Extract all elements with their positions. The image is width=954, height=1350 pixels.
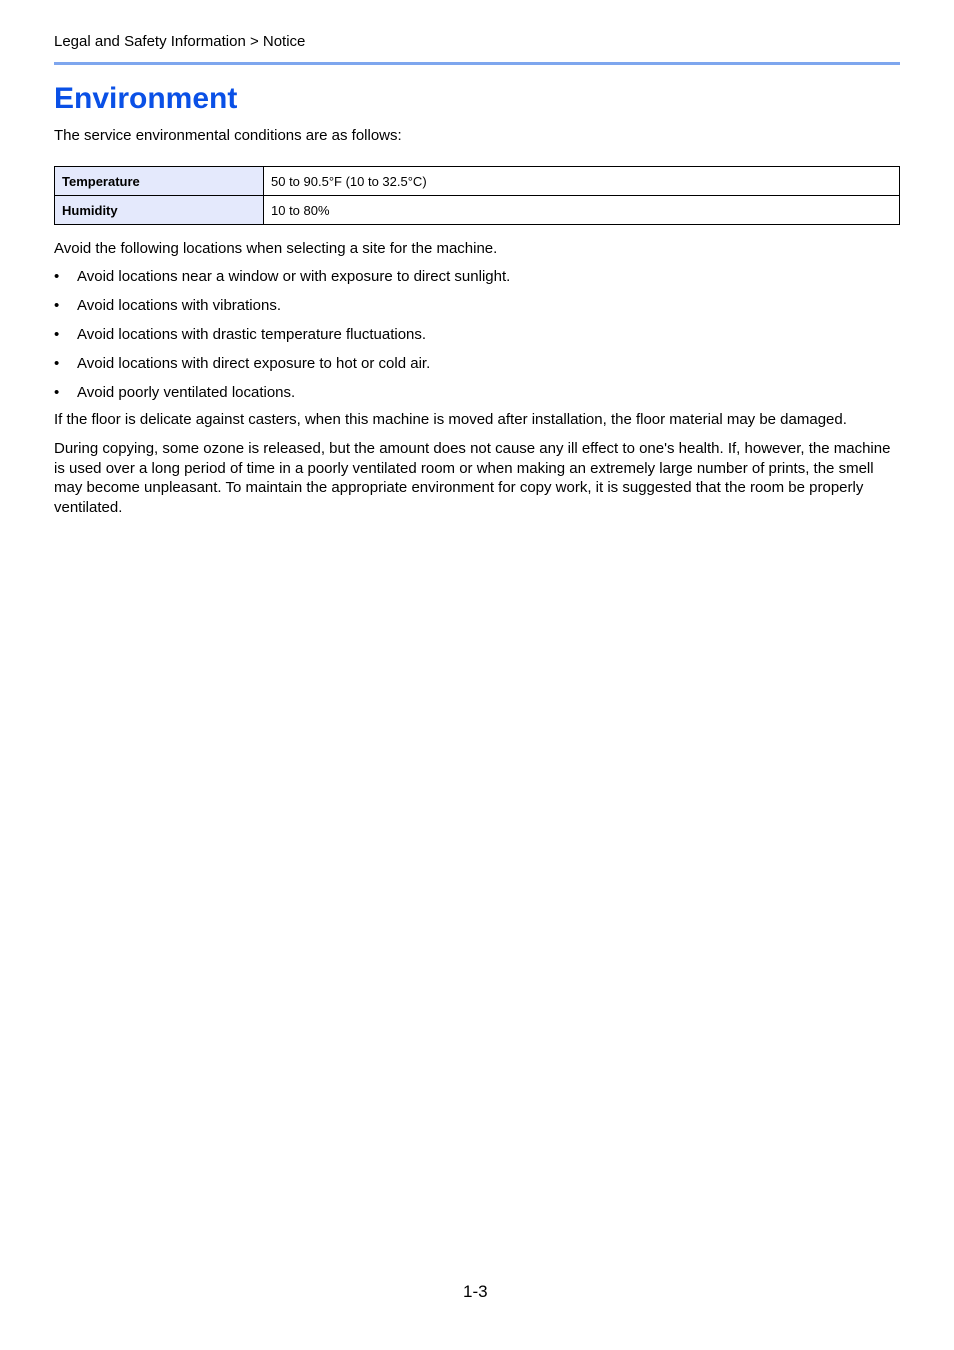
- conditions-table: [54, 166, 900, 225]
- table-row: [55, 167, 900, 196]
- list-item-text: Avoid poorly ventilated locations.: [77, 384, 296, 401]
- list-item: [54, 268, 510, 297]
- header-divider: [54, 62, 900, 65]
- bullet-icon: •: [54, 326, 60, 343]
- page-title: Environment: [54, 82, 238, 115]
- bullet-icon: •: [54, 355, 60, 372]
- list-item: [54, 384, 510, 413]
- table-label-humidity: Humidity: [55, 196, 264, 225]
- bullet-icon: •: [54, 297, 60, 314]
- breadcrumb: Legal and Safety Information > Notice: [54, 33, 306, 50]
- list-item-text: Avoid locations with vibrations.: [77, 297, 281, 314]
- floor-note: If the floor is delicate against casters, when this machine is moved after installation, the floor material may be damaged.: [54, 411, 847, 428]
- ozone-note: During copying, some ozone is released, but the amount does not cause any ill effect to one's health. If, however, the machine is used over a long period of time in a poorly ventilated room or when making an extremely large number of prints, the smell may become unpleasant. To maintain the appropriate environment for copy work, it is suggested that the room be properly ventilated.: [54, 440, 891, 516]
- list-item: [54, 326, 510, 355]
- bullet-icon: •: [54, 384, 60, 401]
- avoid-intro-text: Avoid the following locations when selecting a site for the machine.: [54, 240, 498, 257]
- table-row: [55, 196, 900, 225]
- list-item: [54, 355, 510, 384]
- avoid-list: [54, 268, 510, 413]
- table-value-humidity: 10 to 80%: [264, 196, 900, 225]
- list-item-text: Avoid locations with direct exposure to hot or cold air.: [77, 355, 431, 372]
- table-label-temperature: Temperature: [55, 167, 264, 196]
- bullet-icon: •: [54, 268, 60, 285]
- table-value-temperature: 50 to 90.5°F (10 to 32.5°C): [264, 167, 900, 196]
- page-number: 1-3: [463, 1282, 488, 1301]
- list-item-text: Avoid locations near a window or with exposure to direct sunlight.: [77, 268, 511, 285]
- intro-text: The service environmental conditions are as follows:: [54, 127, 402, 144]
- list-item-text: Avoid locations with drastic temperature fluctuations.: [77, 326, 427, 343]
- list-item: [54, 297, 510, 326]
